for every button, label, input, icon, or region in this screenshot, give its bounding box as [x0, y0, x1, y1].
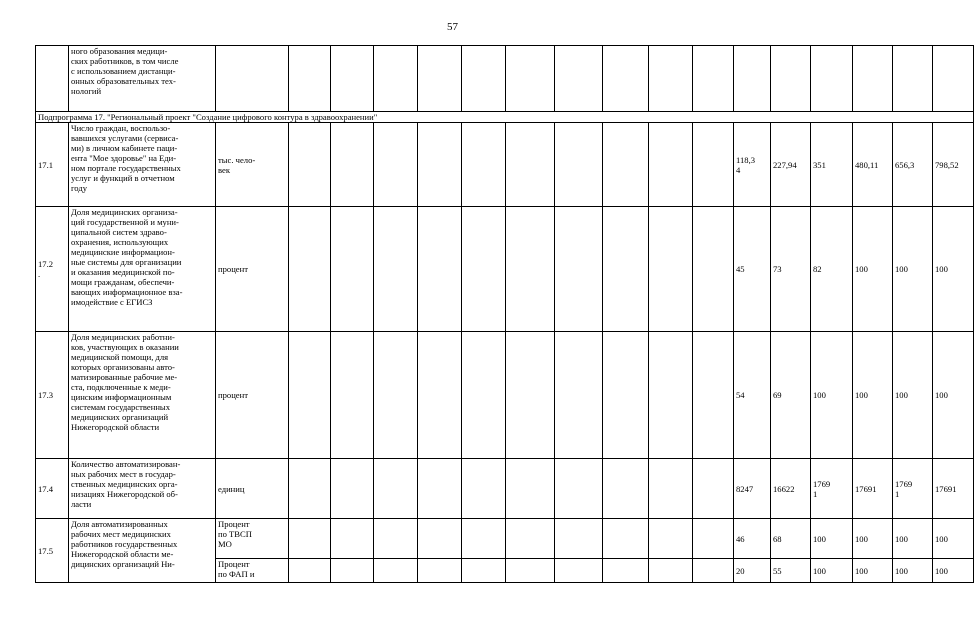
value-cell [771, 46, 811, 112]
empty-cell [418, 46, 462, 112]
empty-cell [289, 46, 331, 112]
empty-cell [555, 559, 603, 583]
empty-cell [603, 46, 649, 112]
empty-cell [331, 459, 374, 519]
empty-cell [506, 459, 555, 519]
value-cell: 100 [893, 519, 933, 559]
empty-cell [555, 459, 603, 519]
empty-cell [374, 332, 418, 459]
indicator-description: Количество автоматизирован- ных рабочих мест в государ- ственных медицинских орга- низациях Нижегородской об- ласти [69, 459, 216, 519]
value-cell: 100 [893, 559, 933, 583]
table-row [36, 519, 974, 559]
empty-cell [603, 207, 649, 332]
empty-cell [331, 519, 374, 559]
empty-cell [374, 519, 418, 559]
value-cell: 100 [853, 559, 893, 583]
unit-cell: тыс. чело- век [216, 123, 289, 207]
empty-cell [603, 123, 649, 207]
empty-cell [506, 559, 555, 583]
empty-cell [506, 332, 555, 459]
row-number-cell: 17.2 . [36, 207, 69, 332]
empty-cell [506, 46, 555, 112]
table-row [36, 459, 974, 519]
indicators-table [35, 45, 974, 583]
empty-cell [555, 519, 603, 559]
value-cell [811, 46, 853, 112]
empty-cell [418, 332, 462, 459]
empty-cell [462, 519, 506, 559]
unit-cell: Процент по ФАП и [216, 559, 289, 583]
value-cell: 1769 1 [811, 459, 853, 519]
value-cell: 100 [811, 559, 853, 583]
value-cell: 82 [811, 207, 853, 332]
empty-cell [289, 559, 331, 583]
empty-cell [289, 519, 331, 559]
value-cell: 20 [734, 559, 771, 583]
empty-cell [693, 559, 734, 583]
empty-cell [374, 207, 418, 332]
empty-cell [649, 519, 693, 559]
subprogram-title: Подпрограмма 17. "Региональный проект "Создание цифрового контура в здравоохранении" [36, 112, 974, 123]
row-number-cell: 17.5 [36, 519, 69, 583]
value-cell: 17691 [933, 459, 974, 519]
value-cell: 8247 [734, 459, 771, 519]
value-cell: 46 [734, 519, 771, 559]
empty-cell [693, 519, 734, 559]
value-cell: 69 [771, 332, 811, 459]
value-cell: 480,11 [853, 123, 893, 207]
empty-cell [418, 519, 462, 559]
value-cell: 73 [771, 207, 811, 332]
unit-cell [216, 46, 289, 112]
empty-cell [331, 559, 374, 583]
empty-cell [603, 459, 649, 519]
empty-cell [374, 46, 418, 112]
value-cell: 100 [893, 332, 933, 459]
empty-cell [693, 332, 734, 459]
value-cell [893, 46, 933, 112]
unit-cell: процент [216, 332, 289, 459]
value-cell [853, 46, 893, 112]
empty-cell [693, 46, 734, 112]
empty-cell [331, 207, 374, 332]
value-cell: 55 [771, 559, 811, 583]
empty-cell [374, 459, 418, 519]
empty-cell [289, 207, 331, 332]
empty-cell [418, 459, 462, 519]
value-cell: 100 [933, 332, 974, 459]
empty-cell [603, 519, 649, 559]
empty-cell [555, 207, 603, 332]
unit-cell: единиц [216, 459, 289, 519]
indicator-description: Доля автоматизированных рабочих мест медицинских работников государственных Нижегородской области ме- дицинских организаций Ни- [69, 519, 216, 583]
empty-cell [555, 123, 603, 207]
page-number: 57 [447, 21, 458, 33]
empty-cell [649, 46, 693, 112]
value-cell: 17691 [853, 459, 893, 519]
row-number-cell: 17.4 [36, 459, 69, 519]
empty-cell [506, 207, 555, 332]
empty-cell [649, 459, 693, 519]
value-cell: 68 [771, 519, 811, 559]
indicator-description: ного образования медици- ских работников, в том числе с использованием дистанци- онных образовательных тех- нологий [69, 46, 216, 112]
row-number-cell: 17.1 [36, 123, 69, 207]
unit-cell: процент [216, 207, 289, 332]
value-cell: 100 [811, 332, 853, 459]
empty-cell [331, 332, 374, 459]
value-cell: 118,3 4 [734, 123, 771, 207]
value-cell: 100 [893, 207, 933, 332]
table-row [36, 207, 974, 332]
empty-cell [462, 46, 506, 112]
value-cell: 100 [933, 207, 974, 332]
empty-cell [506, 123, 555, 207]
unit-cell: Процент по ТВСП МО [216, 519, 289, 559]
empty-cell [693, 207, 734, 332]
empty-cell [462, 332, 506, 459]
empty-cell [462, 559, 506, 583]
subprogram-row [36, 112, 974, 123]
empty-cell [331, 123, 374, 207]
table-row [36, 123, 974, 207]
value-cell [933, 46, 974, 112]
indicator-description: Доля медицинских организа- ций государственной и муни- ципальной систем здраво- охранения, использующих медицинские информацион- ные системы для организации и оказания медицинской по- мощи гражданам, обеспечи- вающих информационное вза- имодействие с ЕГИСЗ [69, 207, 216, 332]
empty-cell [418, 559, 462, 583]
value-cell: 351 [811, 123, 853, 207]
empty-cell [418, 207, 462, 332]
empty-cell [649, 207, 693, 332]
empty-cell [555, 332, 603, 459]
value-cell: 100 [853, 332, 893, 459]
value-cell: 100 [853, 519, 893, 559]
empty-cell [289, 459, 331, 519]
empty-cell [462, 459, 506, 519]
value-cell [734, 46, 771, 112]
row-number-cell [36, 46, 69, 112]
empty-cell [331, 46, 374, 112]
empty-cell [462, 123, 506, 207]
empty-cell [649, 559, 693, 583]
value-cell: 100 [811, 519, 853, 559]
value-cell: 227,94 [771, 123, 811, 207]
empty-cell [603, 559, 649, 583]
value-cell: 100 [853, 207, 893, 332]
empty-cell [506, 519, 555, 559]
empty-cell [374, 123, 418, 207]
empty-cell [603, 332, 649, 459]
value-cell: 798,52 [933, 123, 974, 207]
value-cell: 100 [933, 519, 974, 559]
empty-cell [693, 123, 734, 207]
value-cell: 1769 1 [893, 459, 933, 519]
value-cell: 54 [734, 332, 771, 459]
empty-cell [462, 207, 506, 332]
empty-cell [555, 46, 603, 112]
empty-cell [289, 123, 331, 207]
indicator-description: Число граждан, воспользо- вавшихся услугами (сервиса- ми) в личном кабинете паци- ента "Мое здоровье" на Еди- ном портале государственных услуг и функций в отчетном году [69, 123, 216, 207]
table-row [36, 332, 974, 459]
value-cell: 100 [933, 559, 974, 583]
empty-cell [289, 332, 331, 459]
table-row [36, 46, 974, 112]
row-number-cell: 17.3 [36, 332, 69, 459]
value-cell: 656,3 [893, 123, 933, 207]
empty-cell [374, 559, 418, 583]
empty-cell [693, 459, 734, 519]
empty-cell [649, 123, 693, 207]
indicator-description: Доля медицинских работни- ков, участвующих в оказании медицинской помощи, для которых организованы авто- матизированные рабочие ме- ста, подключенные к меди- цинским информационным системам государственных медицинских организаций Нижегородской области [69, 332, 216, 459]
empty-cell [649, 332, 693, 459]
value-cell: 45 [734, 207, 771, 332]
value-cell: 16622 [771, 459, 811, 519]
empty-cell [418, 123, 462, 207]
